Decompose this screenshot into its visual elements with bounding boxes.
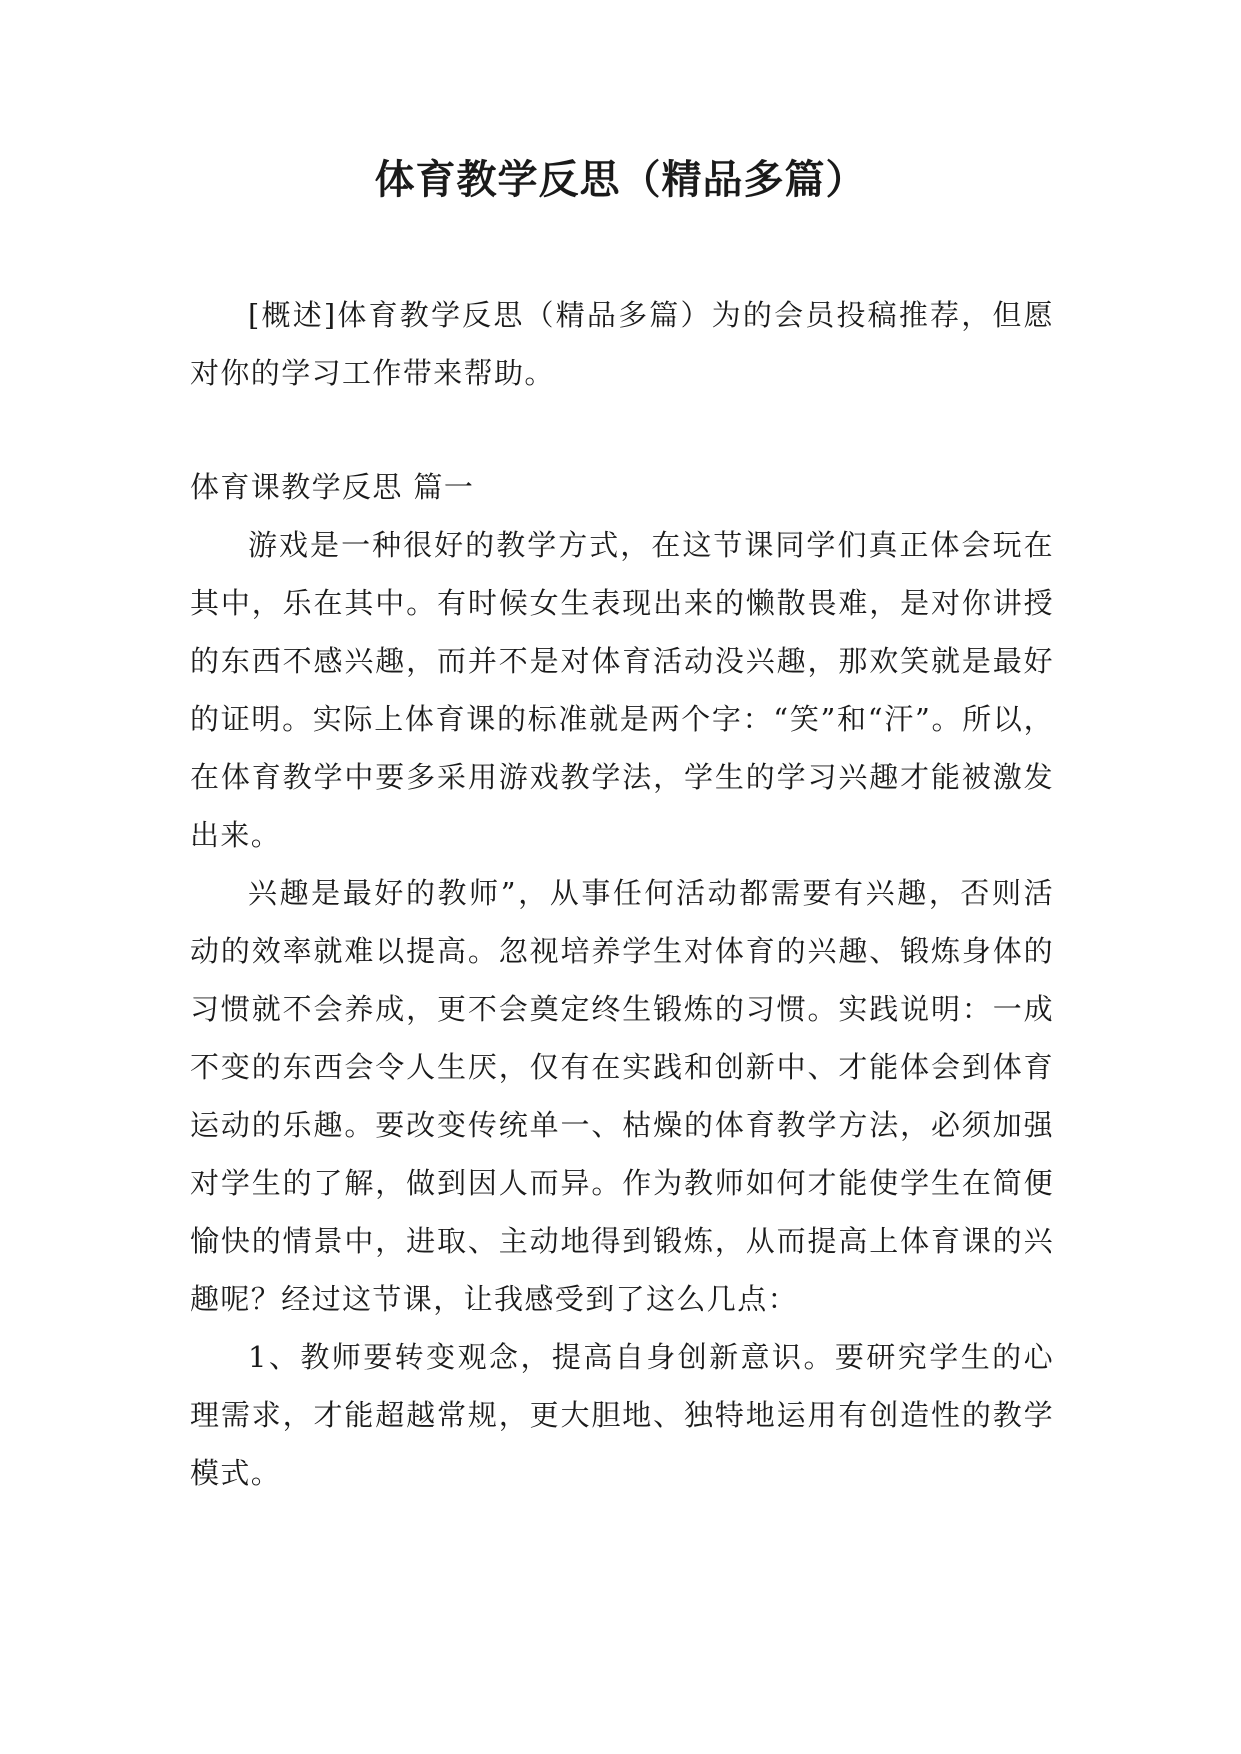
- section-heading: 体育课教学反思 篇一: [190, 470, 475, 504]
- intro-block: [190, 286, 1054, 402]
- document-title: 体育教学反思（精品多篇）: [374, 157, 867, 203]
- paragraph-1: 游戏是一种很好的教学方式，在这节课同学们真正体会玩在其中，乐在其中。有时候女生表现出来的懒散畏难，是对你讲授的东西不感兴趣，而并不是对体育活动没兴趣，那欢笑就是最好的证明。实际上体育课的标准就是两个字：“笑”和“汗”。所以，在体育教学中要多采用游戏教学法，学生的学习兴趣才能被激发出来。: [190, 528, 1054, 852]
- paragraph-3: 1、教师要转变观念，提高自身创新意识。要研究学生的心理需求，才能超越常规，更大胆地、独特地运用有创造性的教学模式。: [190, 1340, 1054, 1490]
- content-block: [190, 458, 1054, 1502]
- intro-paragraph: [概述]体育教学反思（精品多篇）为的会员投稿推荐，但愿对你的学习工作带来帮助。: [190, 298, 1054, 390]
- paragraph-2: 兴趣是最好的教师”，从事任何活动都需要有兴趣，否则活动的效率就难以提高。忽视培养学生对体育的兴趣、锻炼身体的习惯就不会养成，更不会奠定终生锻炼的习惯。实践说明：一成不变的东西会令人生厌，仅有在实践和创新中、才能体会到体育运动的乐趣。要改变传统单一、枯燥的体育教学方法，必须加强对学生的了解，做到因人而异。作为教师如何才能使学生在简便愉快的情景中，进取、主动地得到锻炼，从而提高上体育课的兴趣呢？经过这节课，让我感受到了这么几点：: [190, 876, 1054, 1316]
